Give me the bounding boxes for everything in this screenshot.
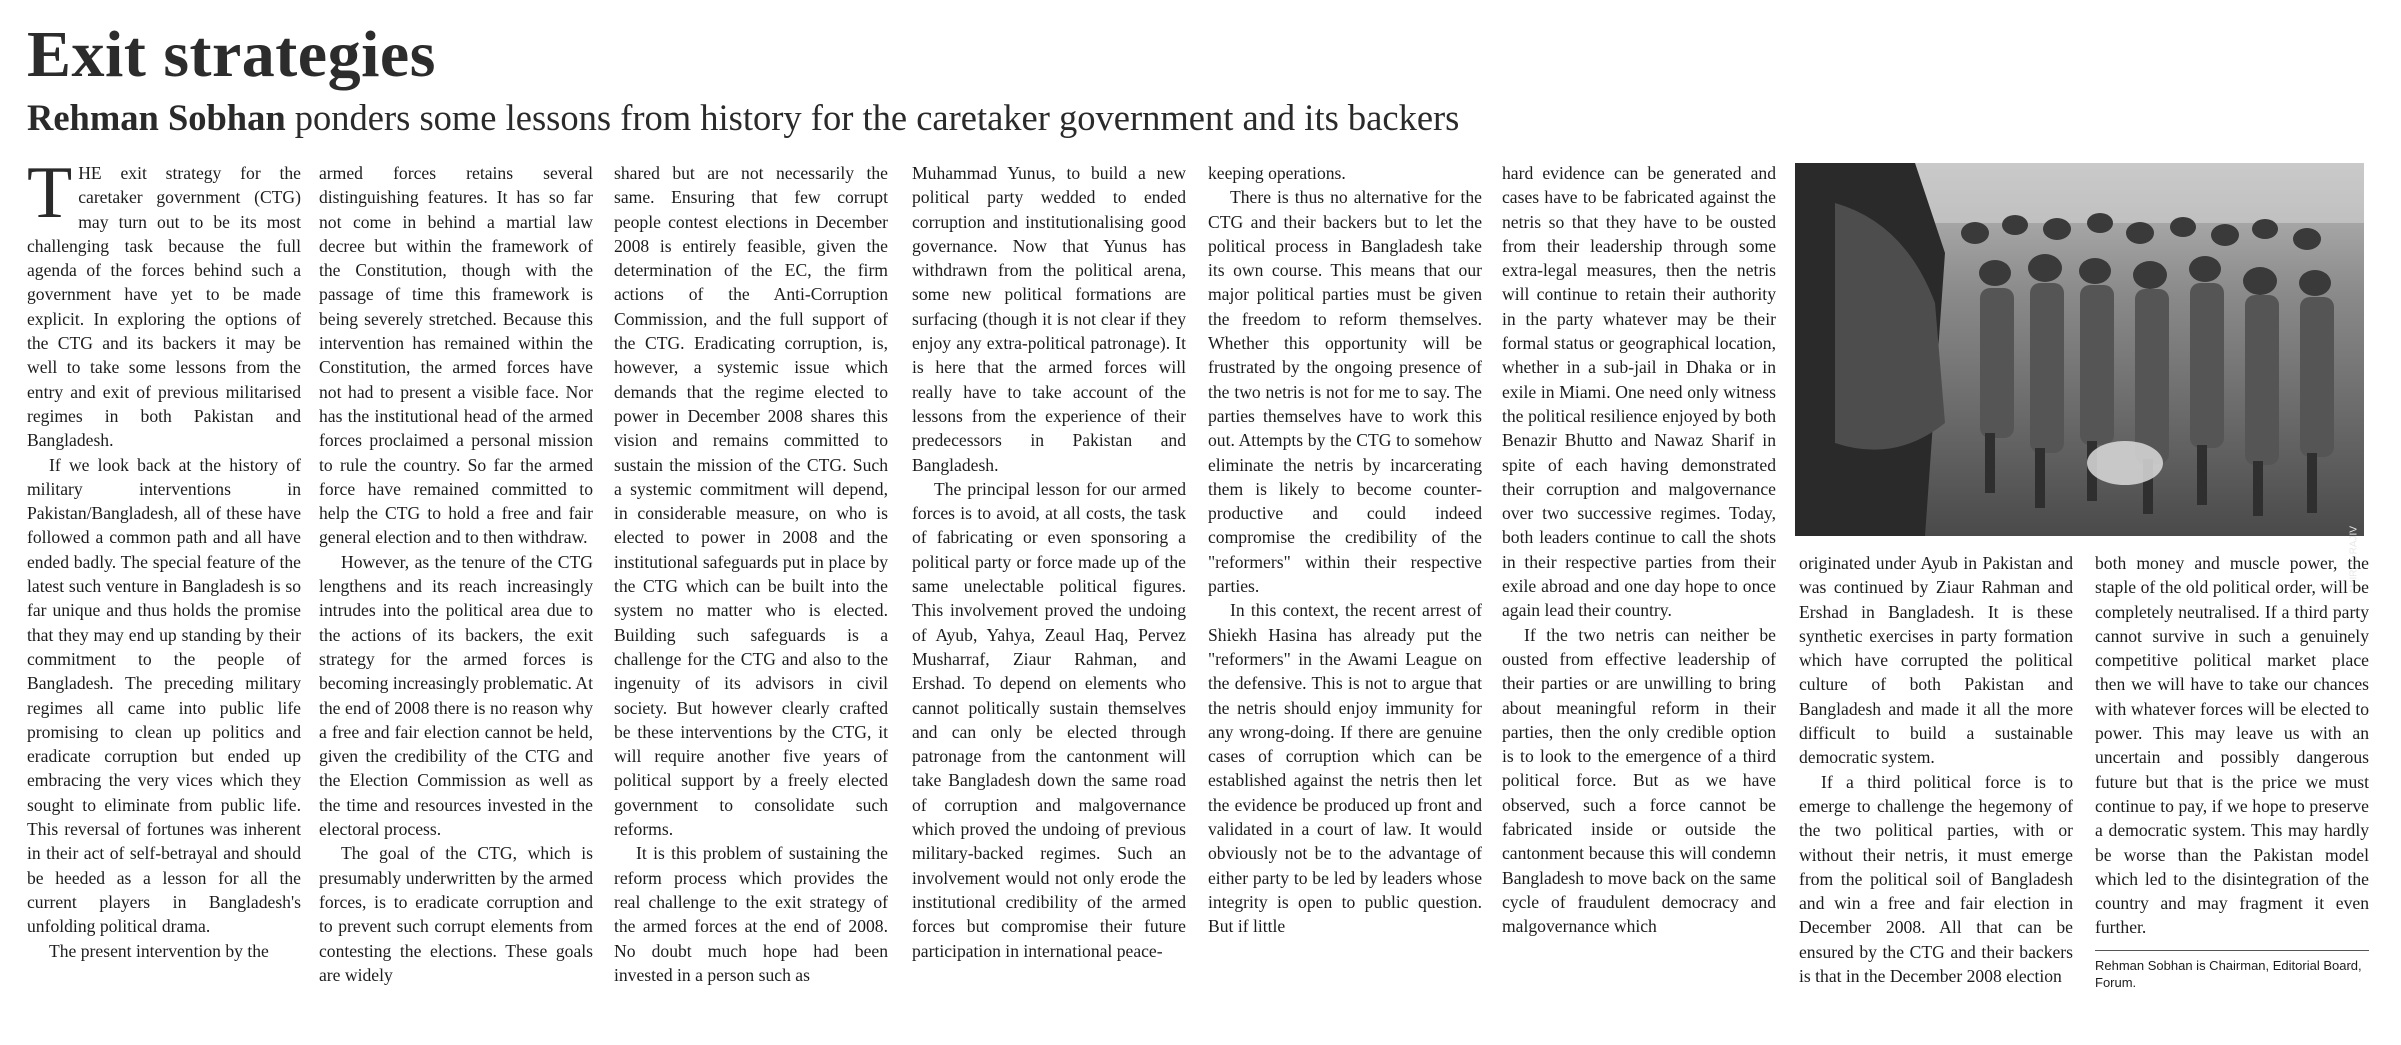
paragraph: shared but are not necessarily the same. Ensuring that few corrupt people contest elections in December 2008 is entirely feasible, given the determination of the EC, the firm actions of the Anti-Corruption Commission, and the full support of the CTG. Eradicating corruption, is, however, a systemic issue which demands that the regime elected to power in December 2008 shares this vision and remains committed to sustain the mission of the CTG. Such a systemic commitment will depend, in considerable measure, on who is elected to power in 2008 and the institutional safeguards put in place by the CTG which can be built into the system no matter who is elected. Building such safeguards is a challenge for the CTG and also to the ingenuity of its advisors in civil society. But however clearly crafted be these interventions by the CTG, it will require another five years of political support by a freely elected government to consolidate such reforms.	[614, 163, 888, 840]
photo-credit: AMIRUL RAJIV	[2349, 526, 2360, 595]
photo-image	[1795, 163, 2364, 536]
paragraph: HE exit strategy for the caretaker government (CTG) may turn out to be its most challenging task because the full agenda of the forces behind such a government have yet to be made explicit. In exploring the options of the CTG and its backers it may be well to take some lessons from the entry and exit of previous militarised regimes in both Pakistan and Bangladesh.	[27, 163, 301, 451]
paragraph: It is this problem of sustaining the reform process which provides the real challenge to the exit strategy of the armed forces at the end of 2008. No doubt much hope had been invested in a person such as	[614, 843, 888, 985]
paragraph: The goal of the CTG, which is presumably underwritten by the armed forces, is to eradicate corruption and to prevent such corrupt elements from contesting the elections. These goals are widely	[319, 843, 593, 985]
column-5	[1208, 161, 1482, 1045]
column-4	[912, 161, 1186, 1045]
paragraph: However, as the tenure of the CTG lengthens and its reach increasingly intrudes into the political area due to the actions of its backers, the exit strategy for the armed forces is becoming increasingly problematic. At the end of 2008 there is no reason why a free and fair election cannot be held, given the credibility of the CTG and the Election Commission as well as the time and resources invested in the electoral process.	[319, 551, 593, 840]
drop-cap: T	[27, 152, 73, 234]
paragraph: There is thus no alternative for the CTG and their backers but to let the political process in Bangladesh take its own course. This means that our major political parties must be given the freedom to reform themselves. Whether this opportunity will be frustrated by the ongoing presence of the two netris is not for me to say. The parties themselves have to work this out. Attempts by the CTG to somehow eliminate the netris by incarcerating them is likely to become counter-productive and could indeed compromise the credibility of the "reformers" within their respective parties.	[1208, 187, 1482, 597]
column-7	[1799, 551, 2073, 1045]
photo-soldiers	[1795, 163, 2364, 595]
paragraph: The principal lesson for our armed forces is to avoid, at all costs, the task of fabricating or even sponsoring a political party or force made up of the same unelectable political figures. This involvement proved the undoing of Ayub, Yahya, Zeaul Haq, Pervez Musharraf, Ziaur Rahman, and Ershad. To depend on elements who cannot politically sustain themselves and can only be elected through patronage from the cantonment will take Bangladesh down the same road of corruption and malgovernance which proved the undoing of previous military-backed regimes. Such an involvement would not only erode the institutional credibility of the armed forces but compromise their future participation in international peace-	[912, 478, 1186, 961]
paragraph: If a third political force is to emerge to challenge the hegemony of the two political parties, with or without their netris, it must emerge from the political soil of Bangladesh and win a free and fair election in December 2008. All that can be ensured by the CTG and their backers is that in the December 2008 election	[1799, 771, 2073, 987]
paragraph: In this context, the recent arrest of Shiekh Hasina has already put the "reformers" in the Awami League on the defensive. This is not to argue that the netris should enjoy immunity for any wrong-doing. If there are genuine cases of corruption which can be established against the netris then let the evidence be produced up front and validated in a court of law. It would obviously not be to the advantage of either party to be led by leaders whose integrity is open to public question. But if little	[1208, 600, 1482, 937]
headline: Exit strategies	[27, 18, 436, 91]
paragraph: armed forces retains several distinguishing features. It has so far not come in behind a martial law decree but within the framework of the Constitution, though with the passage of time this framework is being severely stretched. Because this intervention has remained within the Constitution, the armed forces have not had to present a visible face. Nor has the institutional head of the armed forces proclaimed a personal mission to rule the country. So far the armed force have remained committed to help the CTG to hold a free and fair general election and to then withdraw.	[319, 163, 593, 548]
deck	[27, 97, 1460, 138]
paragraph: Muhammad Yunus, to build a new political party wedded to ended corruption and institutionalising good governance. Now that Yunus has withdrawn from the political arena, some new political formations are surfacing (though it is not clear if they enjoy any extra-political patronage). It is here that the armed forces will really have to take account of the lessons from the experience of their predecessors in Pakistan and Bangladesh.	[912, 163, 1186, 475]
author-byline: Rehman Sobhan is Chairman, Editorial Board, Forum.	[2095, 950, 2369, 991]
column-8	[2095, 551, 2369, 1045]
paragraph: originated under Ayub in Pakistan and was continued by Ziaur Rahman and Ershad in Bangladesh. It is these synthetic exercises in party formation which have corrupted the political culture of both Pakistan and Bangladesh and made it all the more difficult to build a sustainable democratic system.	[1799, 553, 2073, 768]
deck-text: ponders some lessons from history for the caretaker government and its backers	[285, 97, 1460, 138]
column-1	[27, 152, 301, 1045]
column-3	[614, 161, 888, 1045]
paragraph: The present intervention by the	[49, 940, 269, 961]
paragraph: If we look back at the history of military interventions in Pakistan/Bangladesh, all of these have followed a common path and all have ended badly. The special feature of the latest such venture in Bangladesh is so far unique and thus holds the promise that they may end up standing by their commitment to the people of Bangladesh. The preceding military regimes all came into public life promising to clean up politics and eradicate corruption but ended up embracing the very vices which they sought to eliminate from public life. This reversal of fortunes was inherent in their act of self-betrayal and should be heeded as a lesson for all the current players in Bangladesh's unfolding political drama.	[27, 454, 301, 937]
paragraph: keeping operations.	[1208, 163, 1346, 183]
deck-author: Rehman Sobhan	[27, 97, 286, 138]
paragraph: If the two netris can neither be ousted from effective leadership of their parties or are unwilling to bring about meaningful reform in their parties, then the only credible option is to look to the emergence of a third political force. But as we have observed, such a force cannot be fabricated inside or outside the cantonment because this will condemn Bangladesh to move back on the same cycle of fraudulent democracy and malgovernance which	[1502, 624, 1776, 937]
column-6	[1502, 161, 1776, 1045]
paragraph: hard evidence can be generated and cases have to be fabricated against the netris so that they have to be ousted from their leadership through some extra-legal measures, then the netris will continue to retain their authority in the party whatever may be their formal status or geographical location, whether in a sub-jail in Dhaka or in exile in Miami. One need only witness the political resilience enjoyed by both Benazir Bhutto and Nawaz Sharif in spite of each having demonstrated their corruption and malgovernance over two successive regimes. Today, both leaders continue to call the shots in their respective parties from their exile abroad and one day hope to once again lead their country.	[1502, 163, 1776, 621]
paragraph: both money and muscle power, the staple of the old political order, will be completely neutralised. If a third party cannot survive in such a genuinely competitive political market place then we will have to take our chances with whatever forces will be elected to power. This may leave us with an uncertain and possibly dangerous future but that is the price we must continue to pay, if we hope to preserve a democratic system. This may hardly be worse than the Pakistan model which led to the disintegration of the country and may fragment it even further.	[2095, 553, 2369, 938]
column-2	[319, 161, 593, 1045]
